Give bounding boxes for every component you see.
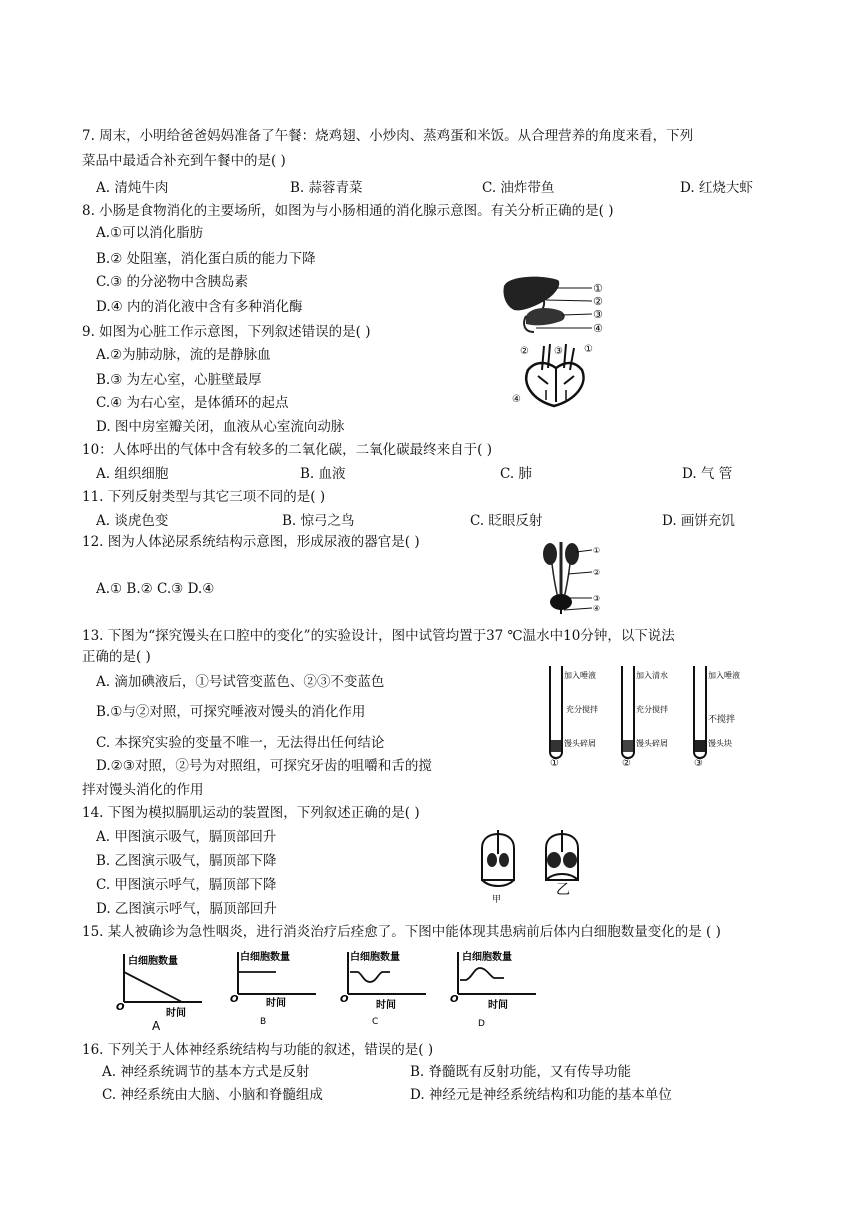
x-axis-label: 时间 (266, 998, 286, 1009)
right-kidney (565, 543, 579, 565)
label-1: ① (593, 282, 603, 295)
q7-option-d: D. 红烧大虾 (680, 180, 753, 196)
leader-line-2 (568, 572, 592, 574)
q13-option-d: D.②③对照，②号为对照组，可探究牙齿的咀嚼和舌的搅 (96, 758, 432, 774)
q14-stem: 14. 下图为模拟膈肌运动的装置图，下列叙述正确的是( ) (82, 805, 420, 821)
pancreas-shape (526, 308, 565, 325)
tube-2-label-3: 馒头碎屑 (636, 739, 668, 748)
q13-stem-line2: 正确的是( ) (82, 649, 151, 665)
q7-stem-line1: 7. 周末，小明给爸爸妈妈准备了午餐：烧鸡翅、小炒肉、蒸鸡蛋和米饭。从合理营养的角度来看，下列 (82, 128, 694, 144)
q11-stem: 11. 下列反射类型与其它三项不同的是( ) (82, 489, 326, 505)
leader-line-2 (546, 300, 592, 301)
q7-option-c: C. 油炸带鱼 (482, 180, 555, 196)
balloon-jia-left (487, 853, 497, 867)
tube-3-label-3: 馒头块 (708, 739, 732, 748)
graph-line (350, 972, 390, 982)
tube-2-contents (623, 740, 633, 752)
tube-3-label-2: 不搅拌 (708, 715, 736, 725)
graph-letter: A (152, 1019, 161, 1032)
x-axis-label: 时间 (166, 1008, 186, 1019)
x-axis-label: 时间 (488, 1000, 508, 1011)
q10-stem: 10：人体呼出的气体中含有较多的二氧化碳，二氧化碳最终来自于( ) (82, 442, 493, 458)
diaphragm-model-diagram (470, 828, 600, 904)
bladder (550, 594, 572, 610)
graph-letter: B (260, 1017, 267, 1027)
q11-option-a: A. 谈虎色变 (96, 513, 169, 529)
heart-diagram (508, 340, 608, 410)
graph-line (460, 968, 504, 980)
tube-1-label-2: 充分搅拌 (566, 705, 598, 714)
q13-option-b: B.①与②对照，可探究唾液对馒头的消化作用 (96, 704, 366, 720)
q9-option-c: C.④ 为右心室，是体循环的起点 (96, 395, 289, 411)
leader-line-4 (564, 608, 592, 610)
q16-option-a: A. 神经系统调节的基本方式是反射 (102, 1064, 310, 1080)
balloon-yi-left (547, 852, 561, 868)
q14-option-b: B. 乙图演示吸气，膈顶部下降 (96, 853, 277, 869)
origin-label: O (340, 994, 349, 1005)
x-axis-label: 时间 (376, 1000, 396, 1011)
label-2: ② (593, 568, 601, 577)
y-axis-label: 白细胞数量 (350, 952, 400, 963)
q16-option-b: B. 脊髓既有反射功能，又有传导功能 (410, 1064, 632, 1080)
graph-letter: D (478, 1019, 485, 1029)
tube-1-label-3: 馒头碎屑 (564, 739, 596, 748)
q11-option-b: B. 惊弓之鸟 (282, 513, 355, 529)
digestive-gland-diagram (500, 272, 610, 336)
y-axis-label: 白细胞数量 (462, 952, 512, 963)
graph-c (336, 944, 436, 1030)
balloon-jia-right (499, 853, 509, 867)
label-yi: 乙 (556, 882, 570, 898)
q7-option-b: B. 蒜蓉青菜 (290, 180, 363, 196)
label-4: ④ (593, 322, 603, 335)
q10-option-c: C. 肺 (500, 466, 532, 482)
tube-3-number: ③ (694, 758, 703, 768)
liver-shape (503, 277, 559, 311)
left-kidney (543, 543, 557, 565)
tube-1-contents (551, 740, 561, 752)
q10-option-a: A. 组织细胞 (96, 466, 169, 482)
label-4: ④ (512, 394, 521, 405)
label-3: ③ (593, 594, 601, 603)
graph-letter: C (372, 1017, 379, 1027)
q16-option-d: D. 神经元是神经系统结构和功能的基本单位 (410, 1087, 672, 1103)
q14-option-a: A. 甲图演示吸气，膈顶部回升 (96, 829, 277, 845)
origin-label: O (230, 994, 239, 1005)
q8-option-d: D.④ 内的消化液中含有多种消化酶 (96, 299, 303, 315)
label-4: ④ (593, 604, 601, 613)
q11-option-d: D. 画饼充饥 (662, 513, 735, 529)
q7-stem-line2: 菜品中最适合补充到午餐中的是( ) (82, 153, 286, 169)
label-jia: 甲 (492, 895, 502, 904)
graph-line (124, 972, 182, 1002)
q13-option-a: A. 滴加碘液后，①号试管变蓝色、②③不变蓝色 (96, 674, 385, 690)
q8-option-b: B.② 处阻塞，消化蛋白质的能力下降 (96, 251, 316, 267)
q8-option-a: A.①可以消化脂肪 (96, 225, 204, 241)
y-axis-label: 白细胞数量 (240, 952, 290, 963)
q11-option-c: C. 眨眼反射 (470, 513, 543, 529)
graph-b (226, 944, 326, 1030)
label-1: ① (584, 344, 593, 355)
label-3: ③ (554, 346, 563, 357)
q13-stem-line1: 13. 下图为“探究馒头在口腔中的变化”的实验设计，图中试管均置于37 ℃温水中10分钟，以下说法 (82, 628, 675, 644)
q16-option-c: C. 神经系统由大脑、小脑和脊髓组成 (102, 1087, 323, 1103)
tube-3-contents (695, 740, 705, 752)
q12-stem: 12. 图为人体泌尿系统结构示意图，形成尿液的器官是( ) (82, 534, 420, 550)
q15-stem: 15. 某人被确诊为急性咽炎，进行消炎治疗后痊愈了。下图中能体现其患病前后体内白细胞数量变化的是 ( ) (82, 924, 721, 940)
label-3: ③ (593, 308, 603, 321)
balloon-yi-right (563, 852, 577, 868)
label-2: ② (593, 295, 603, 308)
q13-option-d-cont: 拌对馒头消化的作用 (82, 782, 204, 798)
tube-2-label-1: 加入清水 (636, 671, 668, 680)
label-2: ② (520, 346, 529, 357)
q12-options: A.① B.② C.③ D.④ (96, 581, 215, 597)
q14-option-d: D. 乙图演示呼气，膈顶部回升 (96, 901, 277, 917)
q10-option-d: D. 气 管 (682, 466, 733, 482)
q13-option-c: C. 本探究实验的变量不唯一，无法得出任何结论 (96, 735, 385, 751)
tube-1-number: ① (550, 758, 559, 768)
graph-d (446, 944, 546, 1032)
q7-option-a: A. 清炖牛肉 (96, 180, 169, 196)
leader-line-3 (562, 314, 592, 315)
origin-label: O (116, 1002, 125, 1013)
heart-outline (526, 363, 583, 406)
urinary-system-diagram (536, 540, 606, 614)
q16-stem: 16. 下列关于人体神经系统结构与功能的叙述，错误的是( ) (82, 1042, 434, 1058)
tube-2-label-2: 充分搅拌 (636, 705, 668, 714)
tube-1-label-1: 加入唾液 (564, 671, 596, 680)
label-1: ① (593, 546, 601, 555)
y-axis-label: 白细胞数量 (128, 956, 178, 967)
q10-option-b: B. 血液 (300, 466, 346, 482)
q8-option-c: C.③ 的分泌物中含胰岛素 (96, 274, 249, 290)
q9-option-d: D. 图中房室瓣关闭，血液从心室流向动脉 (96, 419, 345, 435)
tube-2-number: ② (622, 758, 631, 768)
q9-option-b: B.③ 为左心室，心脏壁最厚 (96, 372, 262, 388)
q9-stem: 9. 如图为心脏工作示意图，下列叙述错误的是( ) (82, 324, 371, 340)
graph-a (112, 948, 212, 1032)
origin-label: O (450, 994, 459, 1005)
test-tube-diagram (538, 660, 748, 768)
tube-3-label-1: 加入唾液 (708, 671, 740, 680)
q14-option-c: C. 甲图演示呼气，膈顶部下降 (96, 877, 277, 893)
q9-option-a: A.②为肺动脉，流的是静脉血 (96, 347, 271, 363)
q8-stem: 8. 小肠是食物消化的主要场所，如图为与小肠相通的消化腺示意图。有关分析正确的是( ) (82, 203, 614, 219)
